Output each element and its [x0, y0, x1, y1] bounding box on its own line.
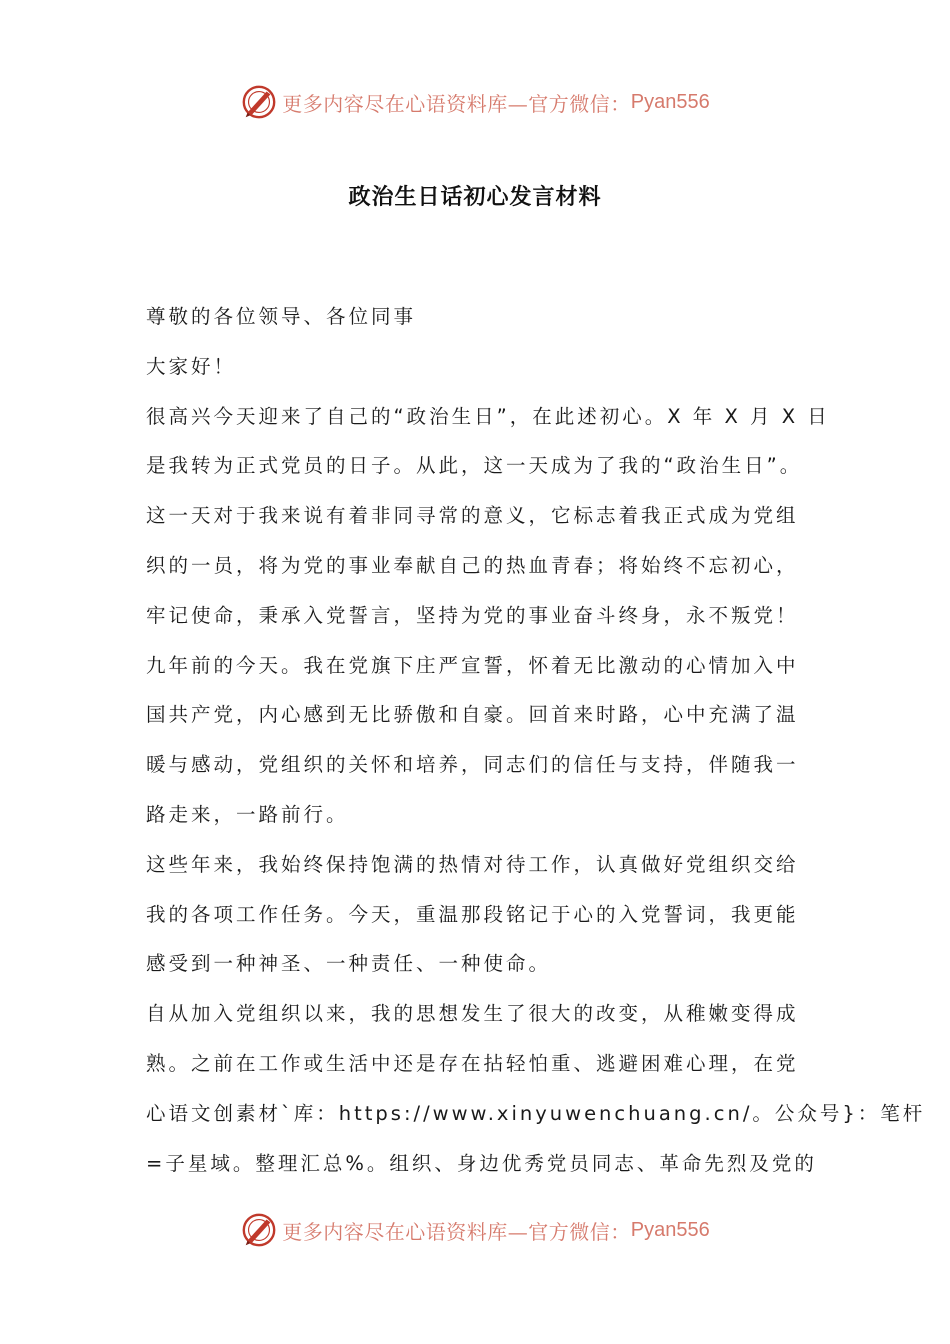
banner-wechat-id: Pyan556: [630, 1218, 710, 1241]
body-line: 很高兴今天迎来了自己的“政治生日”，在此述初心。X 年 X 月 X 日: [146, 404, 830, 428]
body-line: 自从加入党组织以来，我的思想发生了很大的改变，从稚嫩变得成: [146, 1002, 799, 1026]
body-line: 是我转为正式党员的日子。从此，这一天成为了我的“政治生日”。: [146, 454, 803, 478]
body-line: 尊敬的各位领导、各位同事: [146, 305, 417, 328]
body-line: 我的各项工作任务。今天，重温那段铭记于心的入党誓词，我更能: [146, 902, 799, 926]
footer-watermark-banner: [0, 1208, 950, 1252]
body-line: 九年前的今天。我在党旗下庄严宣誓，怀着无比激动的心情加入中: [146, 653, 799, 677]
banner-wechat-id: Pyan556: [630, 90, 710, 113]
pen-logo-icon: [240, 1211, 278, 1249]
body-line: 熟。之前在工作或生活中还是存在拈轻怕重、逃避困难心理，在党: [146, 1051, 799, 1075]
pen-logo-icon: [240, 83, 278, 121]
banner-text: 更多内容尽在心语资料库—官方微信：: [282, 91, 631, 116]
body-line: 织的一员，将为党的事业奉献自己的热血青春；将始终不忘初心，: [146, 553, 799, 577]
banner-text: 更多内容尽在心语资料库—官方微信：: [282, 1219, 631, 1244]
body-line: 感受到一种神圣、一种责任、一种使命。: [146, 952, 552, 976]
body-line: 心语文创素材`库：https://www.xinyuwenchuang.cn/。公众号}：笔杆: [146, 1101, 926, 1125]
body-line: 这一天对于我来说有着非同寻常的意义，它标志着我正式成为党组: [146, 504, 799, 528]
body-line: 国共产党，内心感到无比骄傲和自豪。回首来时路，心中充满了温: [146, 703, 799, 727]
body-line: 路走来，一路前行。: [146, 802, 349, 826]
body-line: 这些年来，我始终保持饱满的热情对待工作，认真做好党组织交给: [146, 852, 799, 876]
body-line: =子星域。整理汇总%。组织、身边优秀党员同志、革命先烈及党的: [146, 1151, 817, 1175]
header-watermark-banner: [0, 80, 950, 124]
document-body: [146, 292, 926, 1188]
body-line: 牢记使命，秉承入党誓言，坚持为党的事业奋斗终身，永不叛党！: [146, 603, 799, 627]
document-title: 政治生日话初心发言材料: [348, 185, 602, 210]
body-line: 暖与感动，党组织的关怀和培养，同志们的信任与支持，伴随我一: [146, 753, 799, 777]
body-line: 大家好！: [146, 354, 237, 378]
